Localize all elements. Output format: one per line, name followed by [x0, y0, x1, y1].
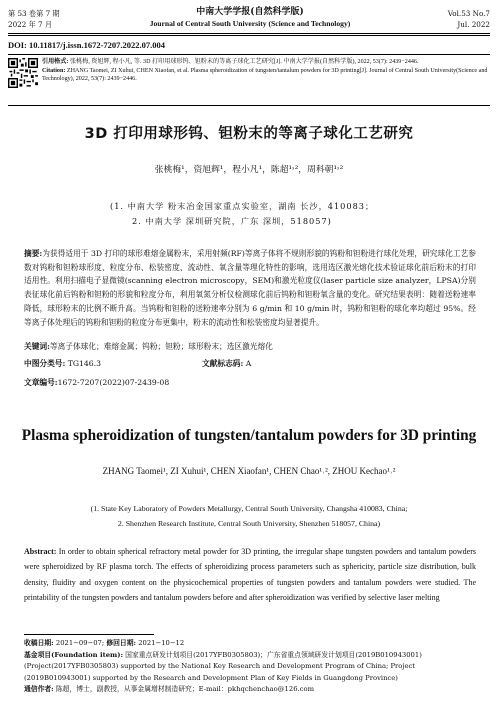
header-rule-thin [8, 35, 490, 36]
revised-value: 2021−10−12 [138, 639, 185, 647]
revised-label: 修回日期: [106, 639, 137, 647]
keywords-cn [24, 340, 476, 354]
paper-title-en: Plasma spheroidization of tungsten/tantalum powders for 3D printing [21, 427, 477, 444]
affiliation-en-2: 2. Shenzhen Research Institute, Central South University, Shenzhen 518057, China) [117, 518, 381, 528]
article-number-label: 文章编号: [24, 378, 58, 387]
affiliation-cn-2: 2. 中南大学 深圳研究院，广东 深圳，518057) [132, 216, 332, 226]
abstract-en [24, 544, 476, 606]
citation-label-en: Citation: [42, 67, 66, 74]
abstract-label-en: Abstract: [24, 547, 57, 556]
authors-cn: 张桃梅¹，资旭辉¹，程小凡¹，陈超¹˒²，周科朝¹˒² [154, 165, 344, 175]
article-number [24, 377, 169, 388]
corresponding-author-line [24, 684, 482, 696]
doc-code-label: 文献标志码: [202, 359, 244, 368]
abstract-cn [24, 247, 476, 329]
citation-block [42, 58, 490, 84]
corresponding-author-text: 陈超，博士，副教授，从事金属增材制造研究；E-mail：pkhqchenchao@126.com [55, 685, 315, 693]
header-rule [8, 33, 490, 34]
abstract-label-cn: 摘要: [24, 249, 43, 258]
clc-label: 中图分类号: [24, 359, 66, 368]
abstract-text-en: In order to obtain spherical refractory metal powder for 3D printing, the irregular shape tungsten powders and tantalum powders were spheroidized by RF plasma torch. The effects of spheroidizing process parameters such as sphericity, particle size distribution, bulk density, fluidity and oxygen content on the physicochemical properties of tungsten powders and tantalum powders were studied. The printability of the tungsten powders and tantalum powders before and after spheroidization was verified by selective laser melting [24, 547, 476, 603]
citation-rule [8, 105, 490, 106]
affiliations-cn [110, 199, 374, 229]
received-value: 2021−09−07; [55, 639, 105, 647]
doc-code-value: A [245, 359, 252, 368]
footnotes [24, 638, 482, 696]
footnote-rule [24, 634, 154, 635]
article-number-value: 1672-7207(2022)07-2439-08 [57, 378, 170, 387]
authors-en: ZHANG Taomei¹, ZI Xuhui¹, CHEN Xiaofan¹, CHEN Chao¹˒², ZHOU Kechao¹˒² [102, 466, 396, 476]
citation-en [42, 67, 490, 84]
qr-code-icon[interactable] [8, 58, 38, 88]
keywords-text-cn: 等离子体球化；难熔金属；钨粉；钽粉；球形粉末；选区激光熔化 [49, 342, 273, 351]
date-en: Jul. 2022 [457, 20, 490, 29]
affiliations-en [0, 502, 498, 531]
clc-value: TG146.3 [67, 359, 102, 368]
affiliation-en-1: (1. State Key Laboratory of Powders Metallurgy, Central South University, Changsha 410083, China; [90, 504, 408, 513]
received-label: 收稿日期: [24, 639, 54, 647]
paper-title-cn: 3D 打印用球形钨、钽粉末的等离子球化工艺研究 [84, 126, 414, 142]
fund-text: 国家重点研发计划项目(2017YFB0305803)；广东省重点领域研发计划项目(2019B010943001) (Project(2017YFB0305803) supported by the National Key Research and Development Program of China; Project (2019B010943001) supported by the Research and Development Plan of Key Fields in Guangdong Province) [24, 650, 422, 682]
date-cn: 2022 年 7 月 [8, 20, 53, 29]
doi[interactable]: DOI: 10.11817/j.issn.1672-7207.2022.07.004 [8, 40, 166, 50]
header-right [448, 8, 490, 30]
volume-issue-en: Vol.53 No.7 [447, 9, 490, 18]
dates-line [24, 638, 482, 650]
citation-cn [42, 58, 490, 67]
doi-rule [8, 54, 490, 55]
citation-text-en: ZHANG Taomei, ZI Xuhui, CHEN Xiaofan, et al. Plasma spheroidization of tungsten/tantalum powders for 3D printing[J]. Journal of Central South University(Science and Technology), 2022, 53(7): 2439−2446. [42, 67, 488, 83]
affiliation-cn-1: (1. 中南大学 粉末冶金国家重点实验室，湖南 长沙，410083； [110, 201, 375, 211]
header-center [100, 6, 400, 29]
volume-issue-cn: 第 53 卷第 7 期 [8, 9, 60, 18]
citation-text-cn: 张桃梅, 资旭辉, 程小凡, 等. 3D 打印用球形钨、钽粉末的等离子球化工艺研究[J]. 中南大学学报(自然科学版), 2022, 53(7): 2439−2446. [69, 59, 419, 65]
header-left [8, 8, 60, 30]
citation-label-cn: 引用格式: [42, 59, 69, 65]
journal-title-cn: 中南大学学报(自然科学版) [196, 7, 304, 17]
fund-line [24, 650, 482, 685]
fund-label: 基金项目(Foundation item): [24, 650, 123, 659]
corresponding-author-label: 通信作者: [24, 685, 54, 693]
abstract-text-cn: 为获得适用于 3D 打印的球形难熔金属粉末，采用射频(RF)等离子体将不规则形貌的钨粉和钽粉进行球化处理，研究球化工艺参数对钨粉和钽粉球形度、粒度分布、松装密度、流动性、氧含量等理化特性的影响，选用选区激光熔化技术验证球化前后粉末的打印适用性。利用扫描电子显微镜(scanning electron microscopy，SEM)和激光粒度仪(laser particle size analyzer，LPSA)分别表征球化前后钨粉和钽粉的形貌和粒度分布，利用氧氮分析仪检测球化前后钨粉和钽粉氧含量的变化。研究结果表明：随着送粉速率降低，球形粉末的比例不断升高。当钨粉和钽粉的送粉速率分别为 6 g/min 和 10 g/min 时，钨粉和钽粉的球化率均超过 95%。经等离子体处理后的钨粉和钽粉的粒度分布更集中，粉末的流动性和松装密度均显著提升。 [24, 249, 476, 327]
classification-row [24, 358, 476, 369]
keywords-label-cn: 关键词: [24, 342, 50, 351]
journal-title-en: Journal of Central South University (Science and Technology) [149, 19, 351, 28]
